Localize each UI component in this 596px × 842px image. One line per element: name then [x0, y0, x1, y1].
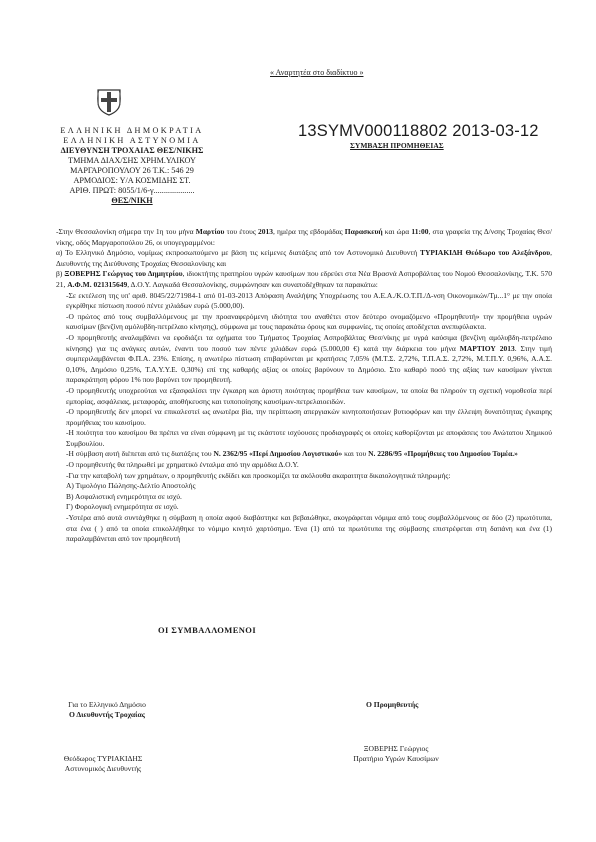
- signatory-name: Θεόδωρος ΤΥΡΙΑΚΙΔΗΣ: [63, 754, 143, 763]
- text: ΜΑΡΤΙΟΥ 2013: [459, 343, 515, 353]
- paragraph: [56, 333, 552, 386]
- text: «Περί Δημοσίου Λογιστικού»: [249, 449, 343, 459]
- text: , ημέρα της εβδομάδας: [273, 227, 345, 236]
- paragraph: -Υστέρα από αυτά συντάχθηκε η σύμβαση η οποία αφού διαβάστηκε και βεβαιώθηκε, ακογράφεται νόμιμα από τους συμβαλλόμενους σε δύο (2) πρωτότυπα, στα ένα ( ) από τα οποία επικολλήθηκε το νόμιμο κινητό χαρτόσημο. Ένα (1) από τα πρωτότυπα της σύμβασης επιστρέφεται στη δαπάνη και ένα (1) παραλαμβάνεται από τον προμηθευτή: [66, 513, 552, 544]
- text: , Δ.Ο.Υ. Λαγκαδά Θεσσαλονίκης, συμφώνησαν και συναποδέχθηκαν τα παρακάτω:: [127, 279, 378, 289]
- intro-paragraph: [56, 227, 552, 248]
- letterhead-line: ΕΛΛΗΝΙΚΗ ΔΗΜΟΚΡΑΤΙΑ: [60, 126, 204, 135]
- text: -Η σύμβαση αυτή διέπεται από τις διατάξεις του: [66, 449, 214, 459]
- signature-block-state: [42, 700, 172, 720]
- signature-caption: Ο Διευθυντής Τροχαίας: [69, 710, 145, 719]
- text: ΤΥΡΙΑΚΙΔΗ Θεόδωρο του Αλεξάνδρου: [419, 248, 551, 258]
- letterhead-line: ΑΡΜΟΔΙΟΣ: Υ/Α ΚΟΣΜΙΔΗΣ ΣΤ.: [73, 176, 191, 185]
- text: Μαρτίου: [195, 227, 225, 236]
- party-a-paragraph: [56, 248, 552, 269]
- text: , Διευθυντής της Διεύθυνσης Τροχαίας Θεσσαλονίκης και: [56, 248, 552, 268]
- text: . Στην τιμή συμπεριλαμβάνεται Φ.Π.Α. 23%. Επίσης, η ανωτέρω πίστωση επιβαρύνεται με κρατήσεις 7,05% (Μ.Τ.Σ. 2,72%, Τ.Π.Α.Σ. 2,72%, Μ.Τ.Π.Υ. 0,96%, Α.Α.Σ. 0,10%, Δημόσιο 0,25%, Τ.Α.Υ.Υ.Ε. 0,30%) επί της καθαρής αξίας οι οποίες βαρύνουν το Δημόσιο. Στο καθαρό ποσό της αξίας των καυσίμων γίνεται παρακράτηση φόρου 1% που βαρύνει τον προμηθευτή.: [66, 343, 552, 385]
- text: Α.Φ.Μ. 021315649: [67, 279, 128, 289]
- letterhead-line: ΜΑΡΓΑΡΟΠΟΥΛΟΥ 26 Τ.Κ.: 546 29: [70, 166, 194, 175]
- ada-code: 13SYMV000118802 2013-03-12: [298, 122, 539, 140]
- signatory-state: [36, 754, 170, 774]
- letterhead: [58, 126, 206, 206]
- letterhead-line: ΤΜΗΜΑ ΔΙΑΧ/ΣΗΣ ΧΡΗΜ.ΥΛΙΚΟΥ: [68, 156, 196, 165]
- greek-coat-of-arms-icon: [96, 86, 122, 116]
- signatory-rank: Αστυνομικός Διευθυντής: [64, 764, 142, 773]
- paragraph: -Ο προμηθευτής υποχρεούται να εξασφαλίσει την έγκαιρη και άριστη ποιότητας προμήθεια των καυσίμων, τα οποία θα πληρούν τη σχετική νομοθεσία περί εμπορίας, ασφάλειας, μεταφοράς, αποθήκευσης και τυποποίησης καυσίμων-πετρελαιοειδών.: [66, 385, 552, 406]
- contract-body: [56, 227, 552, 545]
- letterhead-line: ΘΕΣ/ΝΙΚΗ: [111, 196, 153, 205]
- posted-notice: « Αναρτητέα στο διαδίκτυο »: [270, 68, 364, 77]
- letterhead-line: ΔΙΕΥΘΥΝΣΗ ΤΡΟΧΑΙΑΣ ΘΕΣ/ΝΙΚΗΣ: [60, 146, 204, 155]
- text: -Ο προμηθευτής αναλαμβάνει να εφοδιάζει τα οχήματα του Τμήματος Τροχαίας Ασπροβάλτας Θεσ/νίκης με υγρά καύσιμα (βενζίνη αμόλυβδη-πετρέλαιο κίνησης) για τις ανάγκες αυτών, έναντι του ποσού των πέντε χιλιάδων ευρώ (5.000,00 €) κατά την διάρκεια του μήνα: [66, 332, 552, 353]
- text: 2013: [258, 227, 273, 236]
- text: 11:00: [411, 227, 429, 236]
- text: , ιδιοκτήτης πρατηρίου υγρών καυσίμων που εδρεύει στα Νέα Βρασνά Ασπροβάλτας του Νομού Θεσσαλονίκης, Τ.Κ. 570 21,: [56, 269, 552, 289]
- text: , στα γραφεία της Δ/νσης Τροχαίας Θεσ/νίκης, οδός Μαργαροπούλου 26, οι υπογεγραμμένοι:: [56, 227, 553, 247]
- text: Ν. 2286/95 «Προμήθειες του Δημοσίου Τομέα.»: [368, 449, 518, 459]
- document-item: Γ) Φορολογική ενημερότητα σε ισχύ.: [66, 502, 179, 512]
- text: και του: [342, 449, 369, 459]
- letterhead-line: ΕΛΛΗΝΙΚΗ ΑΣΤΥΝΟΜΙΑ: [63, 136, 201, 145]
- text: και ώρα: [382, 227, 412, 236]
- document-item: Β) Ασφαλιστική ενημερότητα σε ισχύ.: [66, 491, 182, 501]
- paragraph: -Ο προμηθευτής θα πληρωθεί με χρηματικό ένταλμα από την αρμόδια Δ.Ο.Υ.: [66, 460, 299, 470]
- text: -Στην Θεσσαλονίκη σήμερα την 1η του μήνα: [56, 227, 196, 236]
- text: Παρασκευή: [344, 227, 383, 236]
- signatory-name: ΞΟΒΕΡΗΣ Γεώργιος: [363, 744, 429, 753]
- paragraph: -Σε εκτέλεση της υπ' αριθ. 8045/22/71984-1 από 01-03-2013 Απόφαση Αναλήψης Υποχρέωσης του Α.Ε.Α./Κ.Ο.Τ.Π./Δ-νση Οικονομικών/Τμ...1° με την οποία εγκρίθηκε πίστωση ποσού πέντε χιλιάδων ευρώ (5.000,00).: [66, 290, 552, 311]
- paragraph: -Ο προμηθευτής δεν μπορεί να επικαλεστεί ως ανωτέρα βία, την περίπτωση απεργιακών κινητοποιήσεων βυτιοφόρων και την έλλειψη δυνατότητας έγκαιρης προμήθειας του καυσίμου.: [66, 407, 552, 427]
- paragraph: [56, 449, 552, 460]
- contract-title: ΣΥΜΒΑΣΗ ΠΡΟΜΗΘΕΙΑΣ: [350, 141, 444, 150]
- text: α) Το Ελληνικό Δημόσιο, νομίμως εκπροσωπούμενο με βάση τις κείμενες διατάξεις από τον Αστυνομικό Διευθυντή: [56, 248, 420, 258]
- paragraph: -Ο πρώτος από τους συμβαλλόμενους με την προαναφερόμενη ιδιότητα του αναθέτει στον δεύτερο ονομαζόμενο «Προμηθευτή» την προμήθεια υγρών καυσίμων (βενζίνη αμόλυβδη-πετρέλαιο κίνησης), σύμφωνα με τους παρακάτω όρους και συμφωνίες, τις οποίες αποδέχεται ανεπιφύλακτα.: [66, 311, 552, 332]
- signature-caption-supplier: Ο Προμηθευτής: [366, 700, 419, 709]
- text: ΞΟΒΕΡΗΣ Γεώργιος του Δημητρίου: [64, 269, 183, 279]
- paragraph: -Η ποιότητα του καυσίμου θα πρέπει να είναι σύμφωνη με τις εκάστοτε ισχύουσες προδιαγραφές οι οποίες καθορίζονται με αποφάσεις του Ανώτατου Χημικού Συμβουλίου.: [66, 428, 552, 448]
- paragraph: -Για την καταβολή των χρημάτων, ο προμηθευτής εκδίδει και προσκομίζει τα ακόλουθα ακαραιτητα δικαιολογητικά πληρωμής:: [66, 470, 451, 480]
- party-b-paragraph: [56, 269, 552, 290]
- signatory-supplier: [326, 744, 466, 764]
- document-item: Α) Τιμολόγιο Πώλησης-Δελτίο Αποστολής: [66, 481, 196, 491]
- letterhead-line: ΑΡΙΘ. ΠΡΩΤ: 8055/1/6-γ....................: [69, 186, 195, 195]
- text: του έτους: [224, 227, 258, 236]
- text: β): [56, 269, 65, 279]
- signature-caption: Για το Ελληνικό Δημόσιο: [68, 700, 146, 709]
- signatory-role: Πρατήριο Υγρών Καυσίμων: [353, 754, 439, 763]
- text: Ν. 2362/95: [213, 449, 248, 459]
- signatories-title: ΟΙ ΣΥΜΒΑΛΛΟΜΕΝΟΙ: [158, 625, 257, 635]
